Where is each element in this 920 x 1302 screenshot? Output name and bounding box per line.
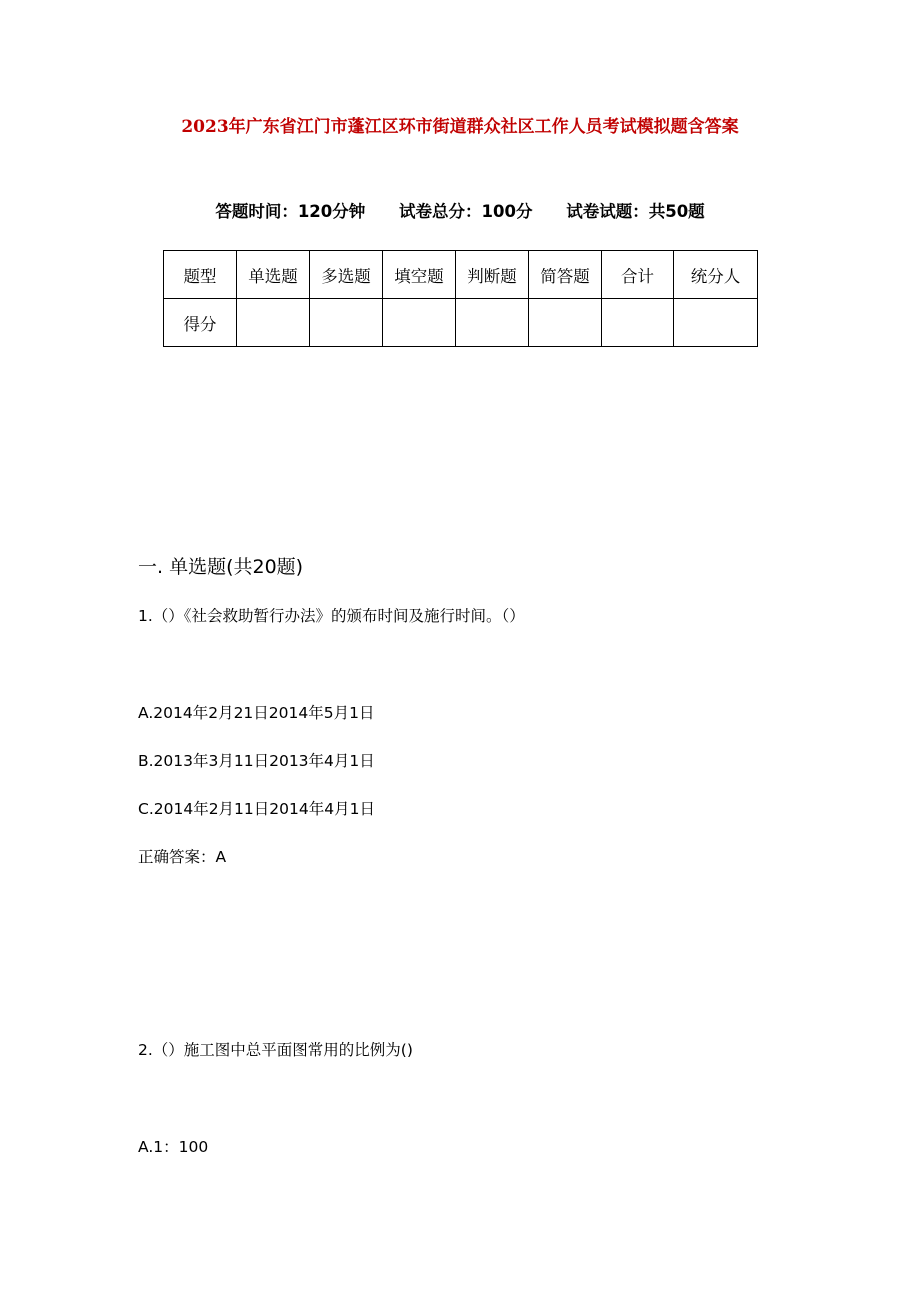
exam-total-score: 试卷总分：100分: [399, 202, 533, 221]
score-table-header-cell: 题型: [164, 251, 237, 299]
score-table-header-cell: 统分人: [674, 251, 758, 299]
score-table: [163, 250, 758, 347]
score-table-row: [164, 299, 758, 347]
score-cell: [602, 299, 674, 347]
question-option: C.2014年2月11日2014年4月1日: [138, 800, 375, 818]
score-table-header-cell: 单选题: [237, 251, 310, 299]
score-row-label: 得分: [164, 299, 237, 347]
score-table-header-cell: 简答题: [529, 251, 602, 299]
score-cell: [383, 299, 456, 347]
score-cell: [529, 299, 602, 347]
score-table-header-cell: 填空题: [383, 251, 456, 299]
document-title: 2023年广东省江门市蓬江区环市街道群众社区工作人员考试模拟题含答案: [181, 117, 739, 137]
question-option: A.2014年2月21日2014年5月1日: [138, 704, 375, 722]
score-cell: [310, 299, 383, 347]
question-option: A.1：100: [138, 1138, 209, 1156]
score-table-header-cell: 多选题: [310, 251, 383, 299]
score-cell: [237, 299, 310, 347]
score-table-header-row: [164, 251, 758, 299]
section-heading: 一. 单选题(共20题): [138, 556, 304, 578]
question-answer: 正确答案：A: [138, 848, 227, 866]
score-cell: [674, 299, 758, 347]
score-table-header-cell: 判断题: [456, 251, 529, 299]
exam-time: 答题时间：120分钟: [215, 202, 366, 221]
exam-info: [0, 198, 920, 222]
question-stem: 1.（）《社会救助暂行办法》的颁布时间及施行时间。（）: [138, 607, 525, 625]
score-table-header-cell: 合计: [602, 251, 674, 299]
question-stem: 2.（）施工图中总平面图常用的比例为(): [138, 1041, 413, 1059]
exam-question-count: 试卷试题：共50题: [566, 202, 705, 221]
question-option: B.2013年3月11日2013年4月1日: [138, 752, 375, 770]
score-cell: [456, 299, 529, 347]
